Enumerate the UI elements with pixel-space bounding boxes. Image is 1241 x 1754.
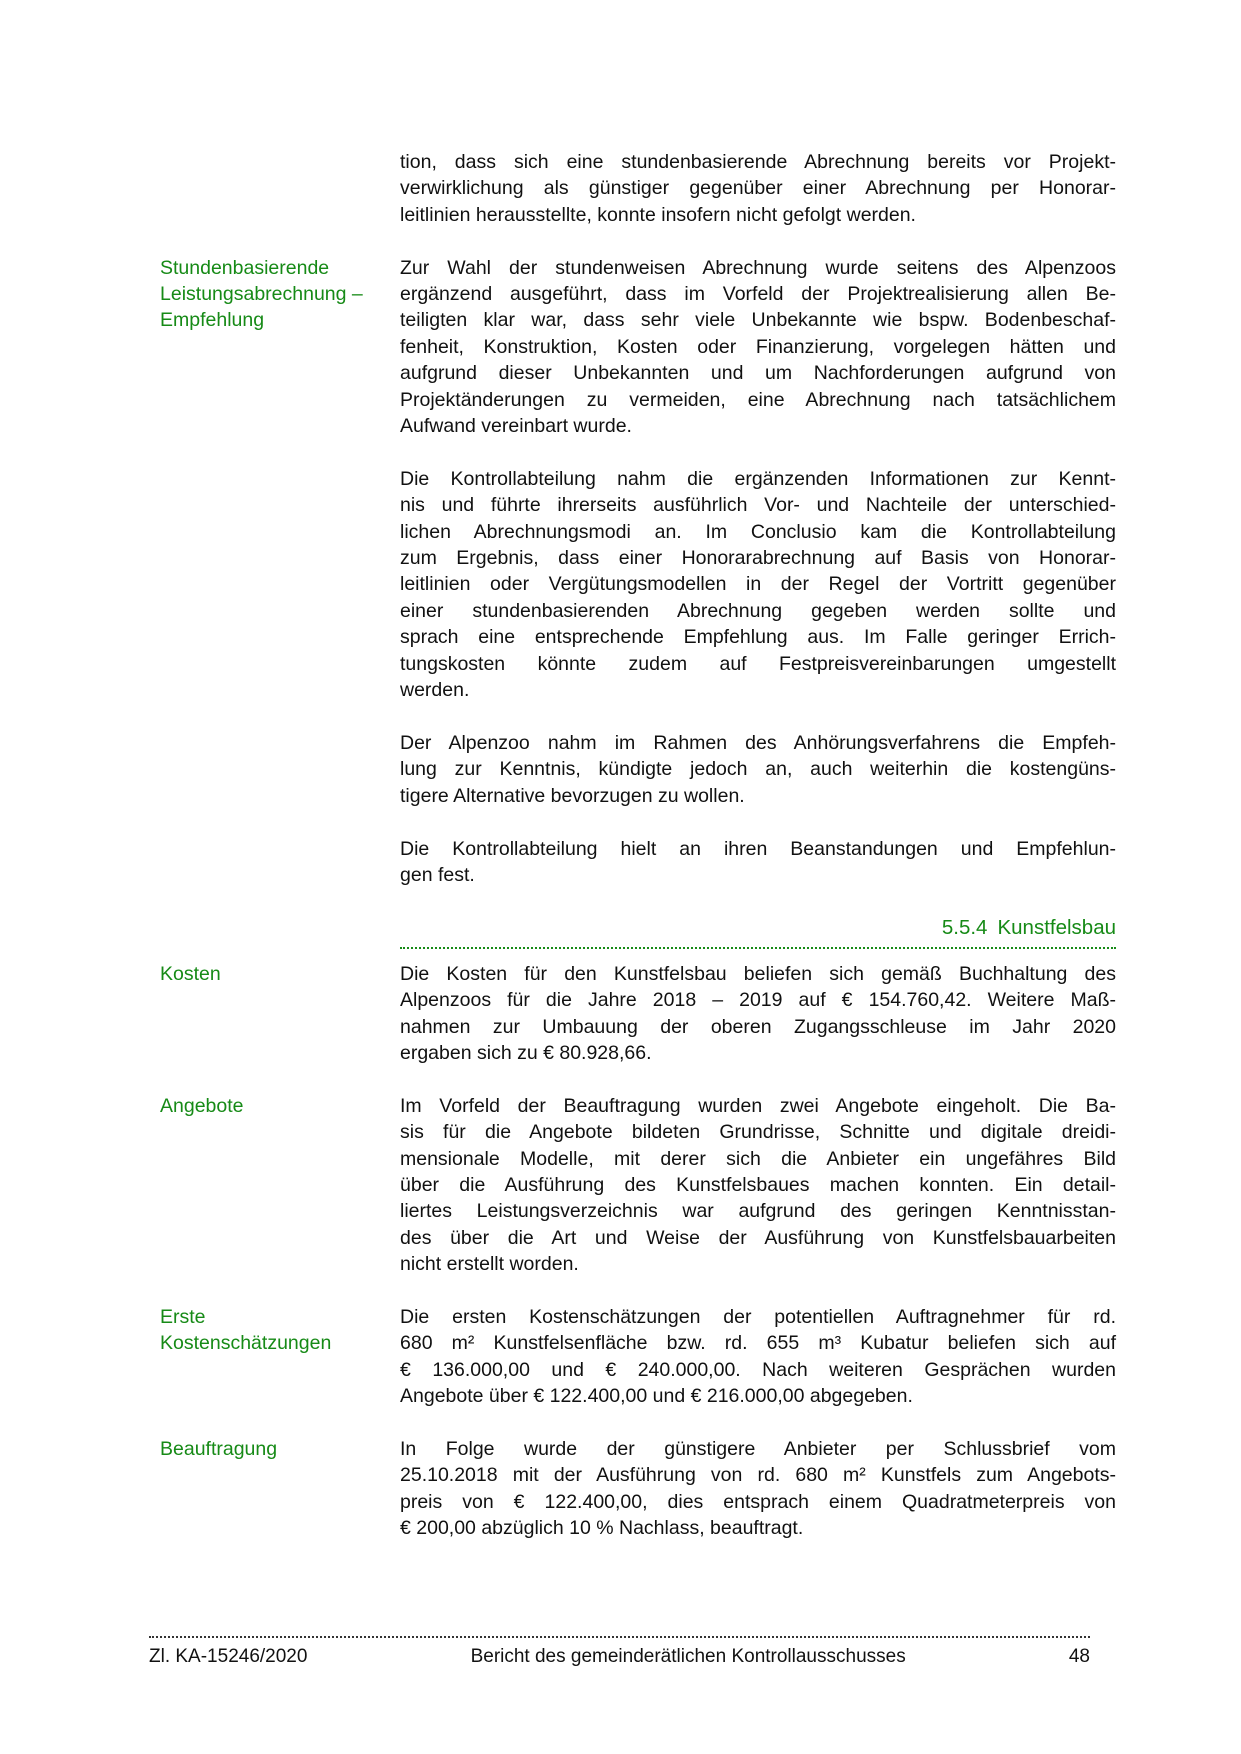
- text-line: lung zur Kenntnis, kündigte jedoch an, auch weiterhin die kostengüns-: [400, 758, 1116, 781]
- text-line: nicht erstellt worden.: [400, 1253, 579, 1276]
- text-line: Alpenzoos für die Jahre 2018 – 2019 auf € 154.760,42. Weitere Maß-: [400, 989, 1116, 1012]
- text-line: ergaben sich zu € 80.928,66.: [400, 1041, 652, 1064]
- margin-note: [160, 1436, 400, 1542]
- margin-note-line: Angebote: [160, 1094, 244, 1117]
- text-line: aufgrund dieser Unbekannten und um Nachforderungen aufgrund von: [400, 362, 1116, 385]
- text-line: leitlinien herausstellte, konnte insofern nicht gefolgt werden.: [400, 203, 916, 226]
- text-line: Im Vorfeld der Beauftragung wurden zwei Angebote eingeholt. Die Ba-: [400, 1094, 1116, 1117]
- text-line: sis für die Angebote bildeten Grundrisse, Schnitte und digitale dreidi-: [400, 1121, 1116, 1144]
- text-line: nahmen zur Umbauung der oberen Zugangsschleuse im Jahr 2020: [400, 1015, 1116, 1038]
- text-line: preis von € 122.400,00, dies entsprach einem Quadratmeterpreis von: [400, 1490, 1116, 1513]
- margin-note-line: Empfehlung: [160, 309, 265, 332]
- pre-section-paragraphs: [160, 149, 1116, 888]
- paragraph-row: [160, 1304, 1116, 1410]
- text-line: lichen Abrechnungsmodi an. Im Conclusio kam die Kontrollabteilung: [400, 520, 1116, 543]
- margin-note-line: Leistungsabrechnung –: [160, 283, 363, 306]
- text-line: einer stundenbasierenden Abrechnung gegeben werden sollte und: [400, 599, 1116, 622]
- text-line: liertes Leistungsverzeichnis war aufgrund des geringen Kenntnisstan-: [400, 1200, 1116, 1223]
- margin-note-line: Kosten: [160, 962, 221, 985]
- paragraph-row: [160, 255, 1116, 440]
- paragraph: [400, 255, 1116, 440]
- margin-note: [160, 466, 400, 704]
- margin-note-line: Beauftragung: [160, 1437, 278, 1460]
- paragraph-row: [160, 836, 1116, 889]
- margin-note: [160, 1304, 400, 1410]
- text-line: teiligten klar war, dass sehr viele Unbekannte wie bspw. Bodenbeschaf-: [400, 309, 1116, 332]
- paragraph: [400, 961, 1116, 1067]
- text-line: sprach eine entsprechende Empfehlung aus. Im Falle geringer Errich-: [400, 626, 1116, 649]
- margin-note: [160, 1093, 400, 1278]
- section-heading: [400, 915, 1116, 949]
- text-line: € 136.000,00 und € 240.000,00. Nach weiteren Gesprächen wurden: [400, 1358, 1116, 1381]
- text-line: fenheit, Konstruktion, Kosten oder Finanzierung, vorgelegen hätten und: [400, 335, 1116, 358]
- text-line: tigere Alternative bevorzugen zu wollen.: [400, 784, 745, 807]
- text-line: Die Kontrollabteilung nahm die ergänzenden Informationen zur Kennt-: [400, 467, 1116, 490]
- text-line: Angebote über € 122.400,00 und € 216.000,00 abgegeben.: [400, 1385, 913, 1408]
- paragraph-row: [160, 730, 1116, 809]
- section-number: 5.5.4: [941, 915, 988, 939]
- footer-title: Bericht des gemeinderätlichen Kontrollausschusses: [470, 1646, 906, 1667]
- text-line: des über die Art und Weise der Ausführung von Kunstfelsbauarbeiten: [400, 1226, 1116, 1249]
- text-line: werden.: [400, 679, 470, 702]
- margin-note-line: Erste: [160, 1305, 206, 1328]
- margin-note: [160, 149, 400, 228]
- paragraph: [400, 730, 1116, 809]
- paragraph: [400, 1093, 1116, 1278]
- margin-note: [160, 961, 400, 1067]
- page-footer: [149, 1636, 1090, 1670]
- text-line: über die Ausführung des Kunstfelsbaues machen konnten. Ein detail-: [400, 1173, 1116, 1196]
- text-line: Die Kontrollabteilung hielt an ihren Beanstandungen und Empfehlun-: [400, 837, 1116, 860]
- text-line: gen fest.: [400, 863, 475, 886]
- text-line: Zur Wahl der stundenweisen Abrechnung wurde seitens des Alpenzoos: [400, 256, 1116, 279]
- paragraph: [400, 466, 1116, 704]
- page-number: 48: [1068, 1646, 1090, 1667]
- section-title: Kunstfelsbau: [997, 915, 1116, 939]
- text-line: tungskosten könnte zudem auf Festpreisvereinbarungen umgestellt: [400, 652, 1116, 675]
- paragraph-row: [160, 961, 1116, 1067]
- text-line: tion, dass sich eine stundenbasierende Abrechnung bereits vor Projekt-: [400, 151, 1116, 173]
- section-paragraphs: [160, 961, 1116, 1542]
- paragraph: [400, 1304, 1116, 1410]
- text-line: Die Kosten für den Kunstfelsbau beliefen sich gemäß Buchhaltung des: [400, 962, 1116, 985]
- text-line: In Folge wurde der günstigere Anbieter per Schlussbrief vom: [400, 1437, 1116, 1460]
- text-line: nis und führte ihrerseits ausführlich Vor- und Nachteile der unterschied-: [400, 494, 1116, 517]
- text-line: ergänzend ausgeführt, dass im Vorfeld der Projektrealisierung allen Be-: [400, 283, 1116, 306]
- text-line: Die ersten Kostenschätzungen der potentiellen Auftragnehmer für rd.: [400, 1305, 1116, 1328]
- text-line: Projektänderungen zu vermeiden, eine Abrechnung nach tatsächlichem: [400, 388, 1116, 411]
- margin-note: [160, 836, 400, 889]
- margin-note: [160, 730, 400, 809]
- text-line: Aufwand vereinbart wurde.: [400, 415, 632, 438]
- paragraph: [400, 1436, 1116, 1542]
- text-line: mensionale Modelle, mit derer sich die Anbieter ein ungefähres Bild: [400, 1147, 1116, 1170]
- paragraph: [400, 149, 1116, 228]
- margin-note: [160, 255, 400, 440]
- footer-reference: Zl. KA-15246/2020: [149, 1646, 308, 1667]
- text-line: 680 m² Kunstfelsenfläche bzw. rd. 655 m³ Kubatur beliefen sich auf: [400, 1332, 1116, 1355]
- text-line: verwirklichung als günstiger gegenüber einer Abrechnung per Honorar-: [400, 177, 1116, 200]
- footer-divider: [149, 1636, 1090, 1638]
- paragraph-row: [160, 466, 1116, 704]
- paragraph-row: [160, 1093, 1116, 1278]
- margin-note-line: Kostenschätzungen: [160, 1332, 332, 1355]
- text-line: 25.10.2018 mit der Ausführung von rd. 680 m² Kunstfels zum Angebots-: [400, 1464, 1116, 1487]
- paragraph-row: [160, 1436, 1116, 1542]
- text-line: leitlinien oder Vergütungsmodellen in der Regel der Vortritt gegenüber: [400, 573, 1116, 596]
- text-line: € 200,00 abzüglich 10 % Nachlass, beauftragt.: [400, 1517, 804, 1540]
- paragraph: [400, 836, 1116, 889]
- page-content: [160, 149, 1116, 1568]
- margin-note-line: Stundenbasierende: [160, 256, 330, 279]
- paragraph-row: [160, 149, 1116, 228]
- text-line: Der Alpenzoo nahm im Rahmen des Anhörungsverfahrens die Empfeh-: [400, 731, 1116, 754]
- text-line: zum Ergebnis, dass einer Honorarabrechnung auf Basis von Honorar-: [400, 547, 1116, 570]
